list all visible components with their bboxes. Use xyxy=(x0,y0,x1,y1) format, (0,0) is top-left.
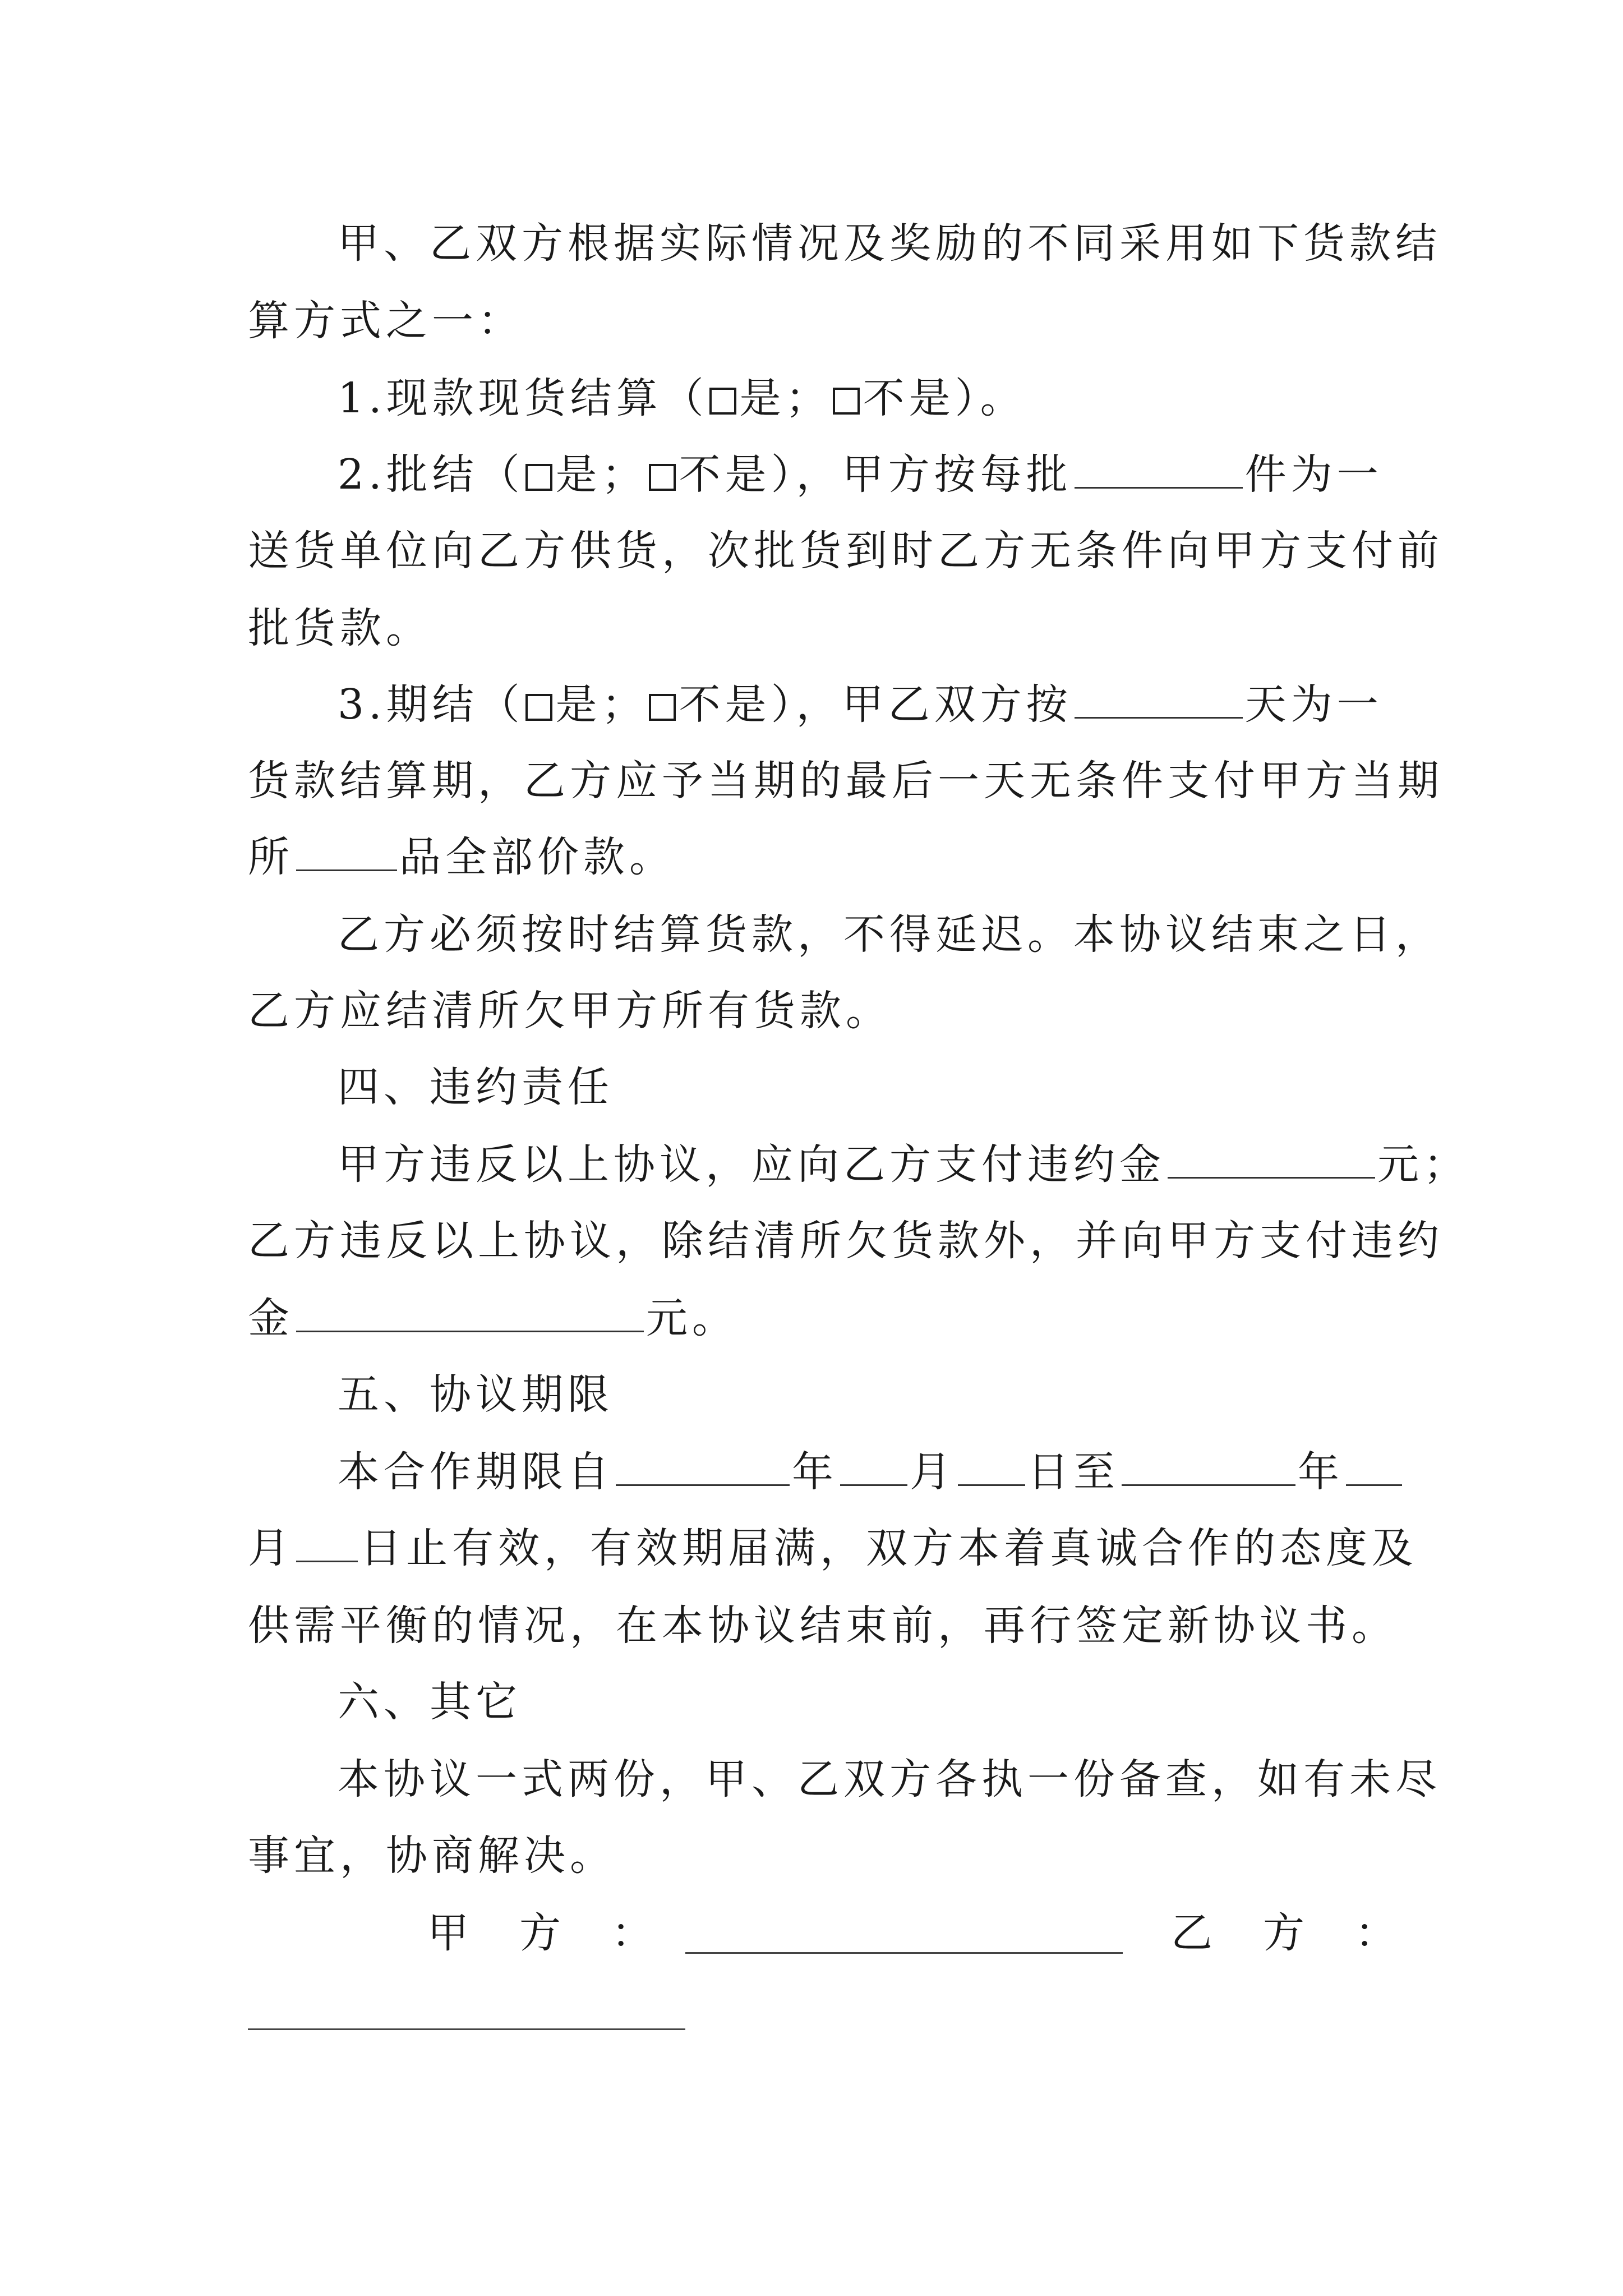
breach-line-3 xyxy=(248,1290,738,1346)
section-6-heading xyxy=(338,1674,522,1730)
text: 不是 xyxy=(679,680,771,729)
payment-note-line-1 xyxy=(338,907,1441,963)
text: ）。 xyxy=(955,374,1026,422)
text: 甲、乙双方根据实际情况及奖励的不同采用如下货款结 xyxy=(338,219,1441,268)
text: 日止有效，有效期届满，双方本着真诚合作的态度及 xyxy=(360,1524,1418,1572)
party-a-signature-label xyxy=(427,1905,657,1961)
text: 是； xyxy=(555,450,648,499)
breach-line-2 xyxy=(248,1213,1444,1269)
text: 元。 xyxy=(646,1294,738,1342)
end-day-blank[interactable] xyxy=(296,1524,358,1562)
section-4-heading xyxy=(338,1059,614,1115)
term-line-2 xyxy=(248,1520,1418,1576)
end-month-blank[interactable] xyxy=(1346,1447,1402,1486)
other-line-1 xyxy=(338,1751,1441,1807)
checkbox-yes[interactable] xyxy=(525,694,552,721)
text: ），甲方按每批 xyxy=(771,450,1072,499)
start-month-blank[interactable] xyxy=(840,1447,907,1486)
text: 供需平衡的情况，在本协议结束前，再行签定新协议书。 xyxy=(248,1602,1398,1650)
text: 乙方应结清所欠甲方所有货款。 xyxy=(248,987,892,1035)
text: 乙方必须按时结算货款，不得延迟。本协议结束之日， xyxy=(338,910,1441,959)
checkbox-no[interactable] xyxy=(649,464,676,491)
text: 乙方违反以上协议，除结清所欠货款外，并向甲方支付违约 xyxy=(248,1217,1444,1265)
text: 是； xyxy=(739,374,832,422)
text: 品全部价款。 xyxy=(399,833,675,881)
checkbox-no[interactable] xyxy=(649,694,676,721)
text: 甲方违反以上协议，应向乙方支付违约金 xyxy=(338,1140,1165,1189)
text: 算方式之一： xyxy=(248,297,524,345)
text: 四、违约责任 xyxy=(338,1063,614,1111)
term-line-1 xyxy=(338,1444,1404,1500)
other-line-2 xyxy=(248,1828,616,1884)
text: 金 xyxy=(248,1294,294,1342)
checkbox-no[interactable] xyxy=(833,388,860,415)
goods-blank[interactable] xyxy=(296,832,397,871)
text: 2.批结（ xyxy=(338,450,524,499)
batch-quantity-blank[interactable] xyxy=(1075,450,1243,489)
text: 月 xyxy=(910,1448,956,1496)
text: 日至 xyxy=(1027,1448,1119,1496)
term-line-3 xyxy=(248,1598,1398,1654)
text: 本合作期限自 xyxy=(338,1448,614,1496)
text: 五、协议期限 xyxy=(338,1370,614,1419)
text: 本协议一式两份，甲、乙双方各执一份备查，如有未尽 xyxy=(338,1755,1441,1803)
end-year-blank[interactable] xyxy=(1122,1447,1295,1486)
party-b-signature-label xyxy=(1171,1905,1401,1961)
breach-line-1 xyxy=(338,1137,1469,1193)
text: 六、其它 xyxy=(338,1678,522,1726)
option-2-batch-settlement xyxy=(338,447,1383,503)
start-day-blank[interactable] xyxy=(958,1447,1025,1486)
party-b-penalty-blank[interactable] xyxy=(296,1294,644,1332)
settlement-intro-line-2 xyxy=(248,293,524,349)
party-a-signature-line[interactable] xyxy=(685,1952,1123,1954)
option-3-line-2 xyxy=(248,753,1444,809)
text: 是； xyxy=(555,680,648,729)
text: 天为一 xyxy=(1244,680,1383,729)
text: 批货款。 xyxy=(248,604,432,652)
option-2-line-3 xyxy=(248,600,432,656)
text: 送货单位向乙方供货，次批货到时乙方无条件向甲方支付前 xyxy=(248,527,1444,575)
text: 甲 方 ： xyxy=(427,1909,657,1957)
party-a-penalty-blank[interactable] xyxy=(1168,1140,1375,1179)
checkbox-yes[interactable] xyxy=(525,464,552,491)
text: 不是 xyxy=(679,450,771,499)
text: 元； xyxy=(1377,1140,1469,1189)
option-2-line-2 xyxy=(248,523,1444,579)
party-b-signature-line[interactable] xyxy=(248,2028,685,2030)
payment-note-line-2 xyxy=(248,983,892,1039)
text: 货款结算期，乙方应予当期的最后一天无条件支付甲方当期 xyxy=(248,757,1444,805)
text: 事宜，协商解决。 xyxy=(248,1832,616,1880)
option-3-period-settlement xyxy=(338,677,1383,733)
text: 乙 方 ： xyxy=(1171,1909,1401,1957)
text: 年 xyxy=(1298,1448,1344,1496)
checkbox-yes[interactable] xyxy=(709,388,736,415)
start-year-blank[interactable] xyxy=(616,1447,790,1486)
settlement-intro-line-1 xyxy=(338,215,1441,272)
section-5-heading xyxy=(338,1366,614,1423)
text: 件为一 xyxy=(1244,450,1383,499)
text: 不是 xyxy=(863,374,955,422)
text: ），甲乙双方按 xyxy=(771,680,1072,729)
text: 1.现款现货结算（ xyxy=(338,374,708,422)
option-1-cash-settlement xyxy=(338,370,1026,426)
option-3-line-3 xyxy=(248,829,675,885)
text: 所 xyxy=(248,833,294,881)
period-days-blank[interactable] xyxy=(1075,680,1243,719)
text: 年 xyxy=(792,1448,838,1496)
text: 3.期结（ xyxy=(338,680,524,729)
text: 月 xyxy=(248,1524,294,1572)
